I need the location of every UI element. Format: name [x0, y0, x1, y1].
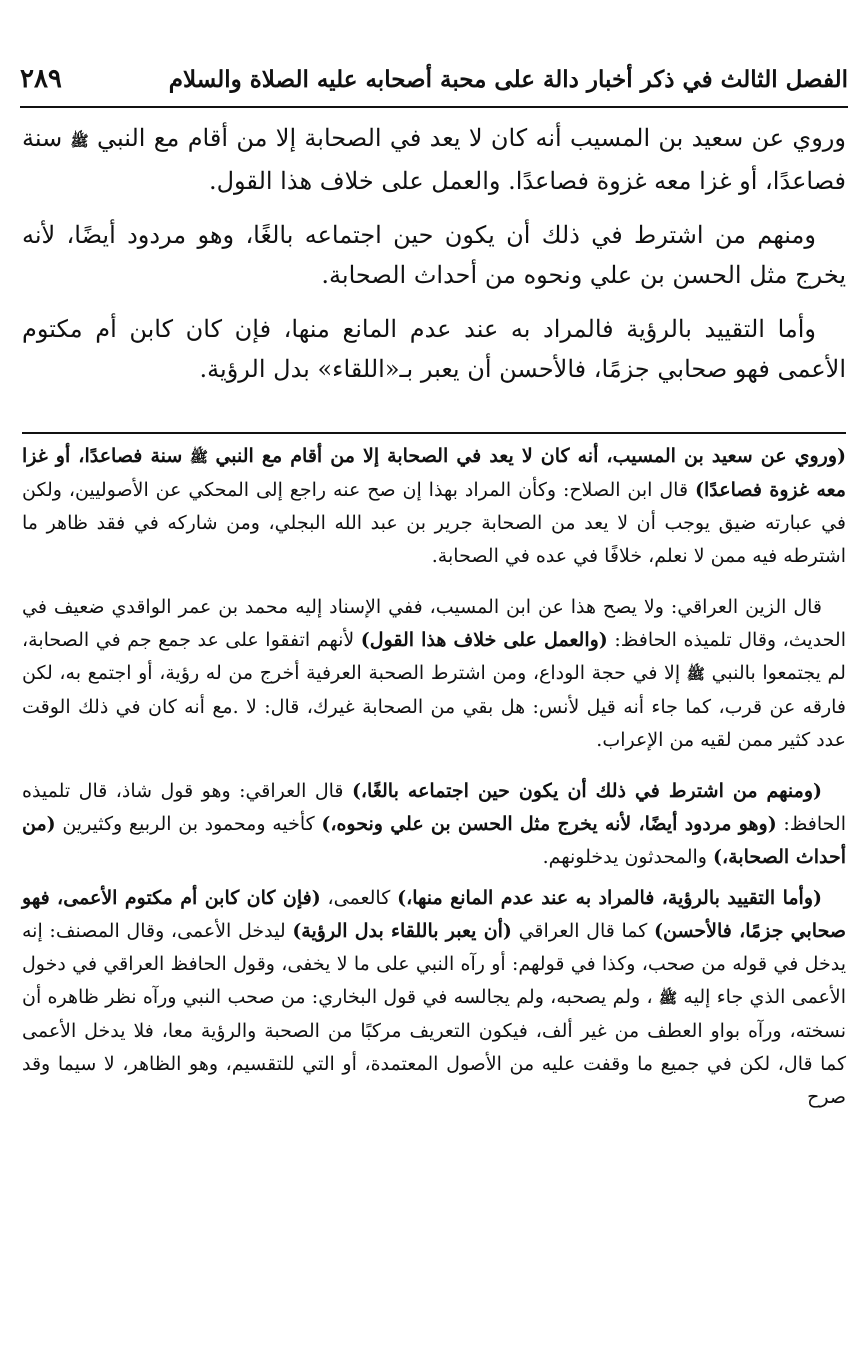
commentary-paragraph-3 — [22, 775, 846, 874]
main-paragraph-2: ومنهم من اشترط في ذلك أن يكون حين اجتماعه بالغًا، وهو مردود أيضًا، لأنه يخرج مثل الحسن بن علي ونحوه من أحداث الصحابة. — [22, 221, 846, 289]
quoted-text: (فإن كان كابن أم مكتوم الأعمى، فهو صحابي جزمًا، فالأحسن) — [22, 887, 846, 942]
quoted-text: (وروي عن سعيد بن المسيب، أنه كان لا يعد في الصحابة إلا من أقام مع النبي — [215, 445, 847, 467]
salawat-symbol: ﷺ — [686, 665, 705, 683]
commentary-text: لأنهم اتفقوا على عد جمع جم في الصحابة، لم يجتمعوا بالنبي — [22, 629, 846, 684]
footnote-divider — [22, 432, 846, 434]
page-number: ٢٨٩ — [20, 64, 62, 94]
commentary-text: ليدخل الأعمى، وقال المصنف: إنه يدخل في قوله من صحب، وكذا في قولهم: أو رآه النبي على ما لا يخفى، وقول الحافظ العراقي في دخول الأعمى الذي جاء إليه — [22, 920, 847, 1008]
commentary-paragraph-2 — [22, 591, 846, 757]
quoted-text: (وأما التقييد بالرؤية، فالمراد به عند عدم المانع منها،) — [397, 887, 822, 909]
quoted-text: (ومنهم من اشترط في ذلك أن يكون حين اجتماعه بالغًا،) — [351, 780, 822, 802]
commentary-text: إلا في حجة الوداع، ومن اشترط الصحبة العرفية أخرج من له رؤية، أو اجتمع به، لكن فارقه عن قرب، كما جاء أنه قيل لأنس: هل بقي من الصحابة غيرك، قال: لا .مع أنه كان في ذلك الوقت عدد كثير ممن لقيه من الإعراب. — [22, 662, 846, 751]
commentary-text: كما قال العراقي — [518, 920, 648, 942]
quoted-text: (والعمل على خلاف هذا القول) — [360, 629, 608, 651]
quoted-text: سنة فصاعدًا، أو غزا معه غزوة فصاعدًا) — [22, 445, 846, 501]
commentary-text: قال العراقي: وهو قول شاذ، قال تلميذه الحافظ: — [22, 780, 846, 835]
main-text — [22, 118, 846, 403]
quoted-text: (وهو مردود أيضًا، لأنه يخرج مثل الحسن بن علي ونحوه،) — [321, 813, 777, 835]
salawat-symbol: ﷺ — [189, 448, 208, 466]
commentary-text: قال ابن الصلاح: وكأن المراد بهذا إن صح عنه راجع إلى المحكي عن الأصوليين، ولكن في عبارته ضيق يوجب أن لا يعد من الصحابة جرير بن عبد الله البجلي، ومن شاركه في فقد ظاهر ما اشترطه فيه ممن لا نعلم، خلافًا في عده في الصحابة. — [22, 479, 846, 567]
commentary-text: كأخيه ومحمود بن الربيع وكثيرين — [62, 813, 315, 835]
salawat-symbol: ﷺ — [658, 989, 678, 1007]
quoted-text: (أن يعبر باللقاء بدل الرؤية) — [292, 920, 512, 942]
commentary-text: كالعمى، — [327, 887, 391, 909]
commentary-paragraph-1 — [22, 440, 846, 573]
commentary-text: ، ولم يصحبه، ولم يجالسه في قول البخاري: من صحب النبي ورآه نظر ظاهره أن نسخته، ورآه بواو العطف من غير ألف، فيكون التعريف مركبًا من الصحبة والرؤية معا، فلا يدخل الأعمى كما قال، لكن في جميع ما وقفت عليه من الأصول المعتمدة، أو التي للتقسيم، وهو الظاهر، لا سيما وقد صرح — [22, 986, 846, 1108]
commentary-text: والمحدثون يدخلونهم. — [542, 846, 707, 868]
main-p1-text-a: وروي عن سعيد بن المسيب أنه كان لا يعد في الصحابة إلا من أقام مع النبي — [96, 124, 846, 152]
quoted-text: (من أحداث الصحابة،) — [22, 813, 846, 868]
commentary-paragraph-4 — [22, 882, 846, 1114]
commentary — [22, 440, 846, 1132]
chapter-title: الفصل الثالث في ذكر أخبار دالة على محبة أصحابه عليه الصلاة والسلام — [168, 65, 848, 93]
main-p1-text-b: سنة فصاعدًا، أو غزا معه غزوة فصاعدًا. والعمل على خلاف هذا القول. — [22, 124, 846, 195]
main-paragraph-3: وأما التقييد بالرؤية فالمراد به عند عدم المانع منها، فإن كان كابن أم مكتوم الأعمى فهو صحابي جزمًا، فالأحسن أن يعبر بـ«اللقاء» بدل الرؤية. — [22, 315, 846, 383]
salawat-symbol: ﷺ — [70, 132, 89, 150]
main-paragraph-1 — [22, 118, 846, 201]
commentary-text: قال الزين العراقي: ولا يصح هذا عن ابن المسيب، ففي الإسناد إليه محمد بن عمر الواقدي ضعيف في الحديث، وقال تلميذه الحافظ: — [22, 596, 846, 651]
page-header — [20, 52, 848, 108]
